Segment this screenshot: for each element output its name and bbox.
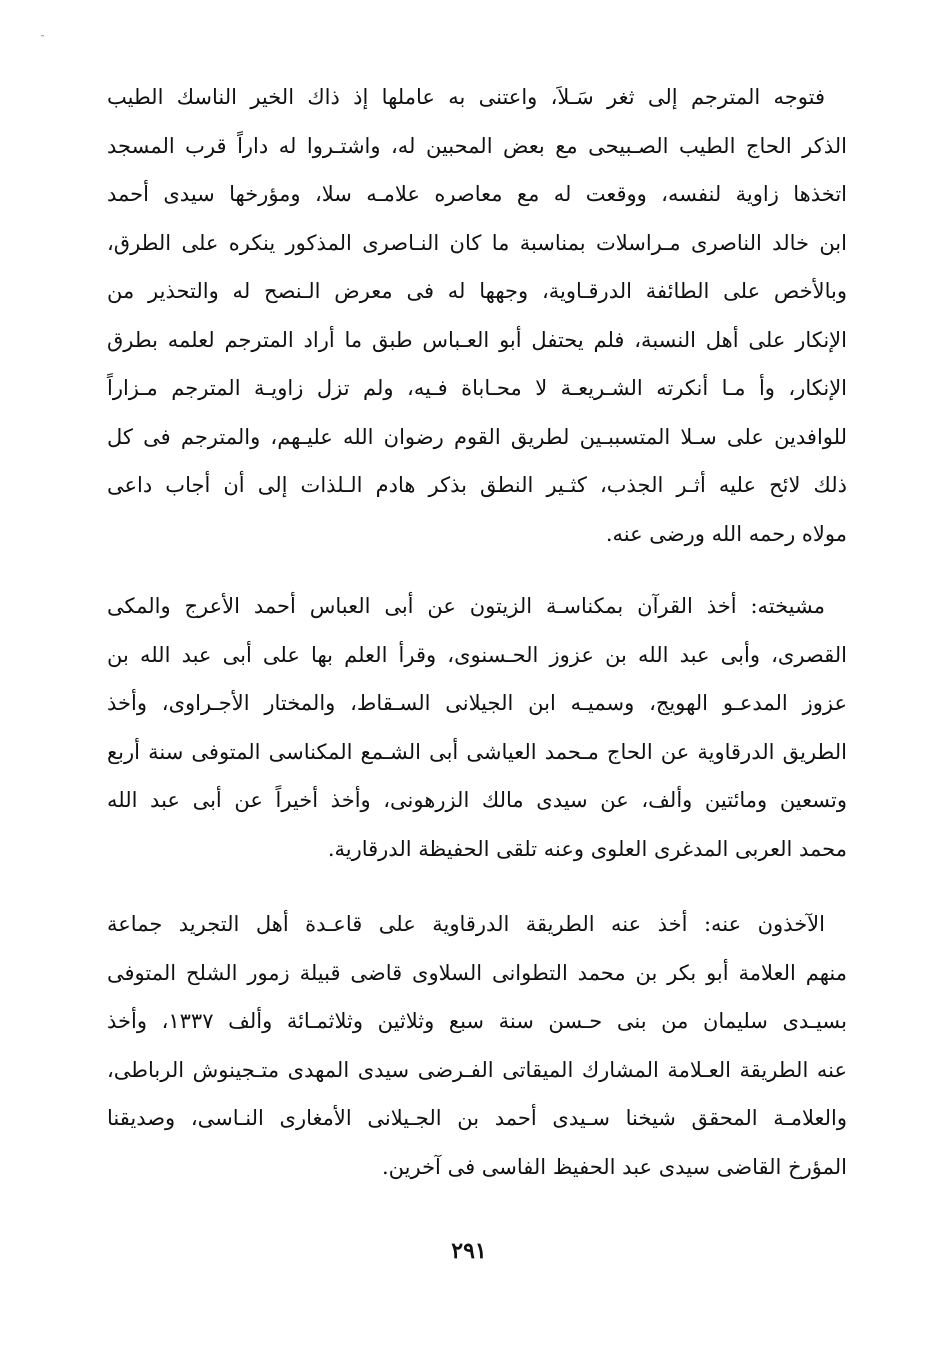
- text-line: عنه الطريقة العـلامة المشارك الميقاتى الفـرضى سيدى المهدى متـجينوش الرباطى،: [107, 1057, 847, 1082]
- text-line: بسيـدى سليمان من بنى حـسن سنة سبع وثلاثين وثلاثمـائة وألف ١٣٣٧، وأخذ: [107, 1009, 847, 1033]
- text-line: الذكر الحاج الطيب الصـبيحى مع بعض المحبين له، واشتـروا له داراً قرب المسجد: [107, 133, 847, 158]
- text-line: عزوز المدعـو الهويج، وسميـه ابن الجيلانى السـقاط، والمختار الأجـراوى، وأخذ: [107, 691, 847, 715]
- text-line: محمد العربى المدغرى العلوى وعنه تلقى الحفيظة الدرقارية.: [327, 836, 847, 861]
- text-line: مشيخته: أخذ القرآن بمكناسـة الزيتون عن أبى العباس أحمد الأعرج والمكى: [107, 594, 825, 618]
- text-line: مولاه رحمه الله ورضى عنه.: [605, 521, 847, 546]
- text-line: وبالأخص على الطائفة الدرقـاوية، وجهها له فى معرض الـنصح له والتحذير من: [107, 279, 847, 303]
- text-line: والعلامـة المحقق شيخنا سـيدى أحمد بن الجـيلانى الأمغارى النـاسى، وصديقنا: [107, 1106, 847, 1130]
- text-line: اتخذها زاوية لنفسه، ووقعت له مع معاصره علامـه سلا، ومؤرخها سيدى أحمد: [107, 182, 847, 206]
- text-line: وتسعين ومائتين وألف، عن سيدى مالك الزرهونى، وأخذ أخيراً عن أبى عبد الله: [107, 788, 847, 812]
- page-number: ٢٩١: [451, 1238, 487, 1264]
- text-line: الآخذون عنه: أخذ عنه الطريقة الدرقاوية على قاعـدة أهل التجريد جماعة: [107, 912, 825, 936]
- scan-speck: ˉ: [40, 35, 45, 46]
- text-line: الطريق الدرقاوية عن الحاج مـحمد العياشى أبى الشـمع المكناسى المتوفى سنة أربع: [107, 739, 847, 764]
- text-line: للوافدين على سـلا المتسببـين لطريق القوم رضوان الله عليـهم، والمترجم فى كل: [107, 424, 847, 449]
- paragraph-3: [107, 900, 847, 1191]
- text-line: ابن خالد الناصرى مـراسلات بمناسبة ما كان النـاصرى المذكور ينكره على الطرق،: [107, 230, 847, 255]
- text-line: الإنكار على أهل النسبة، فلم يحتفل أبو العـباس طبق ما أراد المترجم لعلمه بطرق: [107, 327, 847, 352]
- text-line: الإنكار، وأ مـا أنكرته الشـريعـة لا محـاباة فـيه، ولم تزل زاويـة المترجم مـزاراً: [107, 376, 847, 400]
- text-line: فتوجه المترجم إلى ثغر سَـلاَ، واعتنى به عاملها إذ ذاك الخير الناسك الطيب: [107, 85, 825, 109]
- text-line: القصرى، وأبى عبد الله بن عزوز الحـسنوى، وقرأ العلم بها على أبى عبد الله بن: [107, 642, 847, 667]
- text-line: ذلك لائح عليه أثـر الجذب، كثـير النطق بذكر هادم الـلذات إلى أن أجاب داعى: [107, 473, 847, 497]
- paragraph-1: [107, 73, 847, 558]
- text-line: المؤرخ القاضى سيدى عبد الحفيظ الفاسى فى آخرين.: [381, 1154, 847, 1179]
- paragraph-2: [107, 582, 847, 873]
- text-line: منهم العلامة أبو بكر بن محمد التطوانى السلاوى قاضى قبيلة زمور الشلح المتوفى: [107, 960, 847, 985]
